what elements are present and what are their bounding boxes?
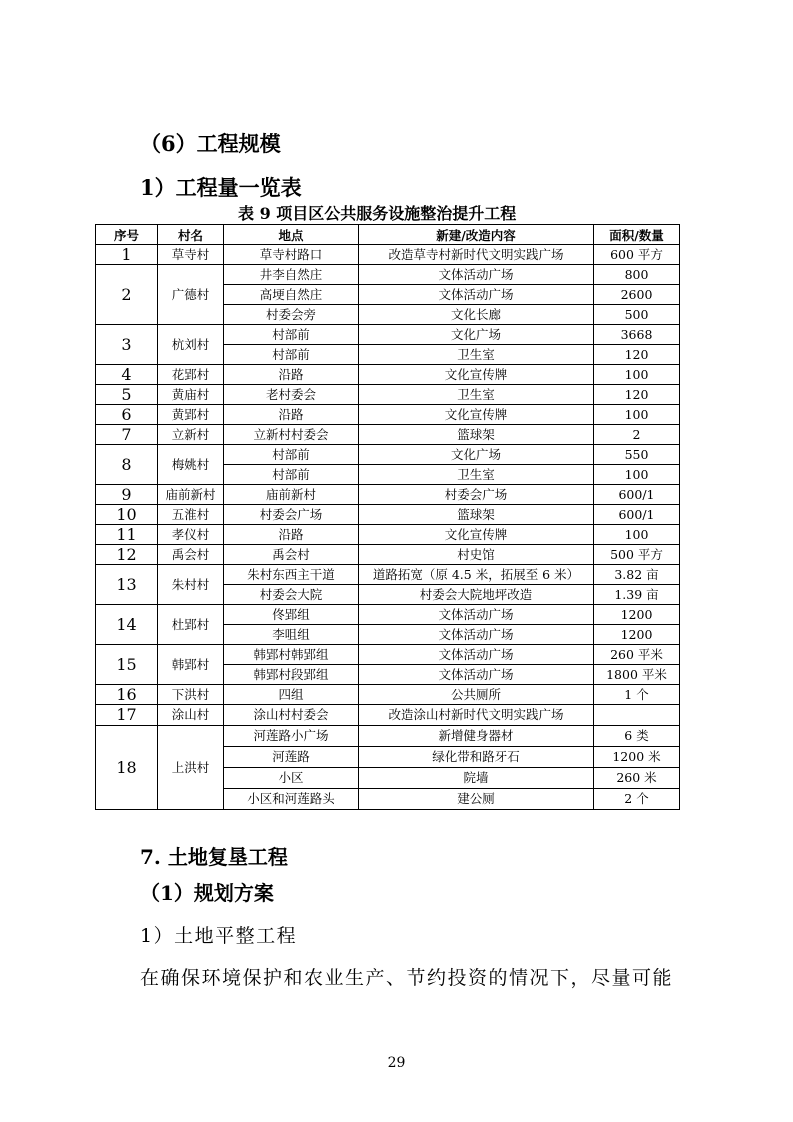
cell-no: 5 xyxy=(96,385,158,405)
cell-village: 下洪村 xyxy=(158,685,224,705)
section-heading: （6）工程规模 xyxy=(140,131,281,156)
cell-quantity: 120 xyxy=(594,385,680,405)
cell-no: 15 xyxy=(96,645,158,685)
cell-village: 广德村 xyxy=(158,265,224,325)
cell-village: 涂山村 xyxy=(158,705,224,726)
table-row xyxy=(96,425,680,445)
cell-location: 村部前 xyxy=(224,345,359,365)
cell-no: 13 xyxy=(96,565,158,605)
cell-village: 黄郢村 xyxy=(158,405,224,425)
cell-village: 杭刘村 xyxy=(158,325,224,365)
cell-quantity: 600/1 xyxy=(594,485,680,505)
cell-quantity: 2 xyxy=(594,425,680,445)
cell-no: 3 xyxy=(96,325,158,365)
cell-village: 孝仪村 xyxy=(158,525,224,545)
cell-content: 文化宣传牌 xyxy=(359,405,594,425)
cell-no: 10 xyxy=(96,505,158,525)
cell-content: 文化宣传牌 xyxy=(359,365,594,385)
cell-location: 李咀组 xyxy=(224,625,359,645)
cell-quantity: 260 米 xyxy=(594,768,680,789)
table-row xyxy=(96,385,680,405)
cell-quantity: 100 xyxy=(594,365,680,385)
table-row xyxy=(96,325,680,345)
cell-location: 禹会村 xyxy=(224,545,359,565)
cell-village: 立新村 xyxy=(158,425,224,445)
cell-village: 杜郢村 xyxy=(158,605,224,645)
cell-location: 小区 xyxy=(224,768,359,789)
cell-location: 韩郢村韩郢组 xyxy=(224,645,359,665)
page-number: 29 xyxy=(387,1055,406,1071)
cell-no: 7 xyxy=(96,425,158,445)
cell-quantity: 120 xyxy=(594,345,680,365)
cell-village: 禹会村 xyxy=(158,545,224,565)
cell-quantity: 1.39 亩 xyxy=(594,585,680,605)
cell-content: 文体活动广场 xyxy=(359,265,594,285)
cell-content: 文体活动广场 xyxy=(359,645,594,665)
cell-location: 庙前新村 xyxy=(224,485,359,505)
cell-content: 村史馆 xyxy=(359,545,594,565)
cell-location: 河莲路小广场 xyxy=(224,726,359,747)
cell-content: 改造涂山村新时代文明实践广场 xyxy=(359,705,594,726)
cell-no: 12 xyxy=(96,545,158,565)
cell-no: 6 xyxy=(96,405,158,425)
table-row xyxy=(96,245,680,265)
cell-content: 文体活动广场 xyxy=(359,605,594,625)
cell-location: 韩郢村段郢组 xyxy=(224,665,359,685)
cell-location: 立新村村委会 xyxy=(224,425,359,445)
subsection-heading: 1）工程量一览表 xyxy=(140,175,302,200)
cell-location: 朱村东西主干道 xyxy=(224,565,359,585)
table-body xyxy=(96,245,680,810)
cell-quantity: 100 xyxy=(594,525,680,545)
cell-location: 草寺村路口 xyxy=(224,245,359,265)
cell-location: 沿路 xyxy=(224,365,359,385)
cell-village: 草寺村 xyxy=(158,245,224,265)
cell-content: 文化宣传牌 xyxy=(359,525,594,545)
project-table xyxy=(95,224,680,810)
cell-content: 篮球架 xyxy=(359,505,594,525)
cell-no: 14 xyxy=(96,605,158,645)
cell-content: 文化长廊 xyxy=(359,305,594,325)
cell-quantity: 1200 xyxy=(594,605,680,625)
table-row xyxy=(96,525,680,545)
table-row xyxy=(96,726,680,747)
section-heading-7: 7. 土地复垦工程 xyxy=(140,845,288,869)
cell-quantity: 2600 xyxy=(594,285,680,305)
cell-location: 沿路 xyxy=(224,405,359,425)
table-row xyxy=(96,705,680,726)
header-location: 地点 xyxy=(224,225,359,245)
cell-village: 韩郢村 xyxy=(158,645,224,685)
table-row xyxy=(96,405,680,425)
cell-quantity: 3668 xyxy=(594,325,680,345)
cell-location: 涂山村村委会 xyxy=(224,705,359,726)
cell-location: 村部前 xyxy=(224,325,359,345)
cell-content: 文化广场 xyxy=(359,445,594,465)
header-village: 村名 xyxy=(158,225,224,245)
cell-content: 文体活动广场 xyxy=(359,625,594,645)
cell-no: 16 xyxy=(96,685,158,705)
cell-quantity: 800 xyxy=(594,265,680,285)
cell-no: 9 xyxy=(96,485,158,505)
cell-content: 卫生室 xyxy=(359,385,594,405)
cell-quantity: 550 xyxy=(594,445,680,465)
cell-content: 村委会大院地坪改造 xyxy=(359,585,594,605)
cell-quantity xyxy=(594,705,680,726)
cell-no: 18 xyxy=(96,726,158,810)
header-content: 新建/改造内容 xyxy=(359,225,594,245)
cell-location: 高埂自然庄 xyxy=(224,285,359,305)
subsection-heading-7-1: （1）规划方案 xyxy=(140,881,274,905)
cell-location: 村部前 xyxy=(224,465,359,485)
cell-quantity: 260 平米 xyxy=(594,645,680,665)
cell-village: 庙前新村 xyxy=(158,485,224,505)
cell-quantity: 600/1 xyxy=(594,505,680,525)
cell-quantity: 100 xyxy=(594,465,680,485)
table-row xyxy=(96,545,680,565)
table-row xyxy=(96,365,680,385)
cell-no: 2 xyxy=(96,265,158,325)
table-header-row xyxy=(96,225,680,245)
cell-content: 改造草寺村新时代文明实践广场 xyxy=(359,245,594,265)
cell-content: 文体活动广场 xyxy=(359,665,594,685)
cell-location: 村委会大院 xyxy=(224,585,359,605)
paragraph-heading: 1）土地平整工程 xyxy=(140,925,298,947)
cell-location: 沿路 xyxy=(224,525,359,545)
table-row xyxy=(96,565,680,585)
cell-quantity: 1200 xyxy=(594,625,680,645)
cell-content: 道路拓宽（原 4.5 米，拓展至 6 米） xyxy=(359,565,594,585)
cell-quantity: 500 xyxy=(594,305,680,325)
cell-content: 新增健身器材 xyxy=(359,726,594,747)
cell-quantity: 1800 平米 xyxy=(594,665,680,685)
cell-no: 17 xyxy=(96,705,158,726)
table-caption: 表 9 项目区公共服务设施整治提升工程 xyxy=(238,204,517,223)
cell-content: 建公厕 xyxy=(359,789,594,810)
cell-no: 1 xyxy=(96,245,158,265)
cell-quantity: 3.82 亩 xyxy=(594,565,680,585)
table-row xyxy=(96,505,680,525)
cell-location: 村部前 xyxy=(224,445,359,465)
cell-village: 花郢村 xyxy=(158,365,224,385)
cell-no: 11 xyxy=(96,525,158,545)
cell-content: 院墙 xyxy=(359,768,594,789)
cell-village: 五淮村 xyxy=(158,505,224,525)
cell-quantity: 600 平方 xyxy=(594,245,680,265)
cell-quantity: 500 平方 xyxy=(594,545,680,565)
table-row xyxy=(96,645,680,665)
cell-content: 文体活动广场 xyxy=(359,285,594,305)
cell-location: 小区和河莲路头 xyxy=(224,789,359,810)
cell-quantity: 6 类 xyxy=(594,726,680,747)
header-quantity: 面积/数量 xyxy=(594,225,680,245)
cell-location: 老村委会 xyxy=(224,385,359,405)
cell-quantity: 100 xyxy=(594,405,680,425)
cell-content: 篮球架 xyxy=(359,425,594,445)
cell-location: 村委会旁 xyxy=(224,305,359,325)
cell-location: 四组 xyxy=(224,685,359,705)
cell-no: 4 xyxy=(96,365,158,385)
cell-quantity: 1200 米 xyxy=(594,747,680,768)
cell-content: 村委会广场 xyxy=(359,485,594,505)
cell-content: 卫生室 xyxy=(359,345,594,365)
cell-content: 文化广场 xyxy=(359,325,594,345)
header-no: 序号 xyxy=(96,225,158,245)
cell-location: 河莲路 xyxy=(224,747,359,768)
cell-village: 上洪村 xyxy=(158,726,224,810)
cell-location: 井李自然庄 xyxy=(224,265,359,285)
table-row xyxy=(96,445,680,465)
table-row xyxy=(96,265,680,285)
cell-quantity: 2 个 xyxy=(594,789,680,810)
cell-village: 黄庙村 xyxy=(158,385,224,405)
cell-content: 绿化带和路牙石 xyxy=(359,747,594,768)
cell-content: 公共厕所 xyxy=(359,685,594,705)
cell-location: 佟郢组 xyxy=(224,605,359,625)
table-row xyxy=(96,605,680,625)
cell-village: 朱村村 xyxy=(158,565,224,605)
table-row xyxy=(96,485,680,505)
cell-no: 8 xyxy=(96,445,158,485)
cell-quantity: 1 个 xyxy=(594,685,680,705)
cell-location: 村委会广场 xyxy=(224,505,359,525)
cell-village: 梅姚村 xyxy=(158,445,224,485)
table-row xyxy=(96,685,680,705)
cell-content: 卫生室 xyxy=(359,465,594,485)
paragraph-text: 在确保环境保护和农业生产、节约投资的情况下，尽量可能 xyxy=(140,967,674,989)
